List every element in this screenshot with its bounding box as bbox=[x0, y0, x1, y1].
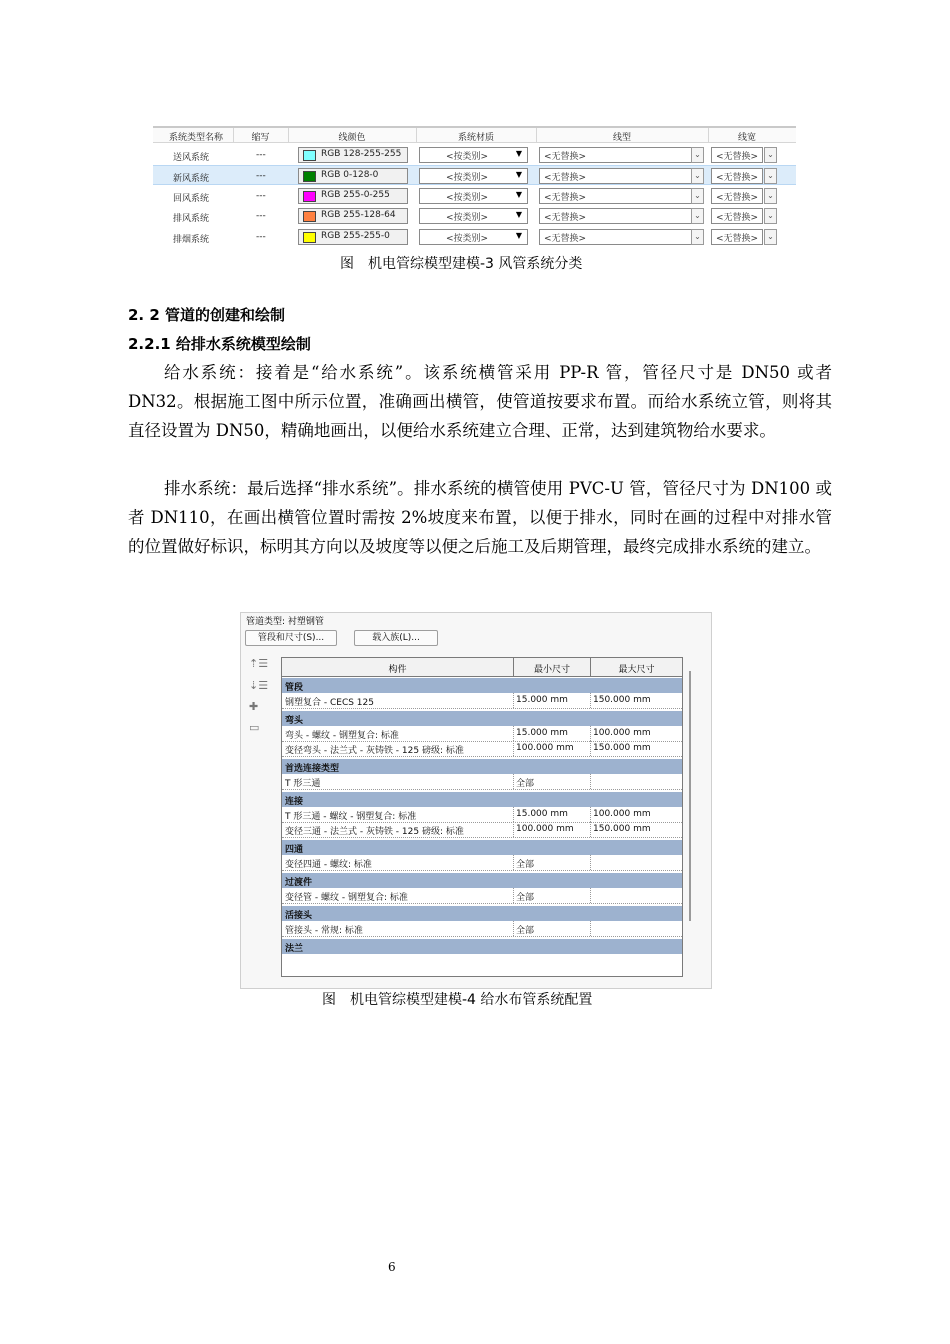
table-row[interactable] bbox=[153, 165, 796, 185]
table-header bbox=[282, 658, 682, 677]
scrollbar[interactable] bbox=[689, 671, 691, 921]
rgb-value: RGB 255-255-0 bbox=[321, 231, 390, 241]
component-cell: 钢塑复合 - CECS 125 bbox=[285, 698, 374, 708]
material-value: <按类别> bbox=[446, 193, 489, 203]
material-select[interactable] bbox=[419, 147, 528, 163]
chevron-down-icon[interactable]: ⌄ bbox=[691, 229, 704, 245]
remove-icon[interactable]: ▭ bbox=[249, 721, 260, 734]
rgb-value: RGB 255-0-255 bbox=[321, 190, 390, 200]
line-color-button[interactable] bbox=[298, 147, 408, 163]
routing-preferences-table bbox=[281, 657, 683, 977]
header-line-type: 线型 bbox=[612, 133, 631, 143]
group-label: 首选连接类型 bbox=[285, 764, 340, 774]
min-size-cell[interactable]: 全部 bbox=[516, 926, 535, 936]
group-row[interactable] bbox=[282, 792, 682, 807]
chevron-down-icon[interactable]: ⌄ bbox=[764, 208, 777, 224]
min-size-cell[interactable]: 100.000 mm bbox=[516, 743, 574, 753]
header-max-size: 最大尺寸 bbox=[618, 665, 655, 675]
component-cell: 变径弯头 - 法兰式 - 灰铸铁 - 125 磅级: 标准 bbox=[285, 746, 464, 756]
material-value: <按类别> bbox=[446, 213, 489, 223]
system-name: 排风系统 bbox=[173, 214, 210, 224]
pipe-type-label: 管道类型: 衬塑钢管 bbox=[246, 617, 324, 627]
line-type-value: <无替换> bbox=[544, 213, 587, 223]
group-row[interactable] bbox=[282, 759, 682, 774]
line-width-value: <无替换> bbox=[716, 152, 759, 162]
material-select[interactable] bbox=[419, 208, 528, 224]
line-width-select[interactable] bbox=[711, 147, 763, 163]
min-size-cell[interactable]: 全部 bbox=[516, 779, 535, 789]
line-color-button[interactable] bbox=[298, 208, 408, 224]
group-row[interactable] bbox=[282, 906, 682, 921]
line-type-value: <无替换> bbox=[544, 193, 587, 203]
group-label: 连接 bbox=[285, 797, 304, 807]
rgb-value: RGB 0-128-0 bbox=[321, 170, 379, 180]
group-row[interactable] bbox=[282, 678, 682, 693]
page-number: 6 bbox=[388, 1260, 396, 1274]
dropdown-arrow-icon: ▼ bbox=[515, 210, 522, 219]
line-type-select[interactable] bbox=[539, 188, 704, 204]
chevron-down-icon[interactable]: ⌄ bbox=[691, 188, 704, 204]
line-type-value: <无替换> bbox=[544, 234, 587, 244]
line-color-button[interactable] bbox=[298, 168, 408, 184]
figure-caption-4: 图 机电管综模型建模-4 给水布管系统配置 bbox=[322, 992, 593, 1008]
group-row[interactable] bbox=[282, 939, 682, 954]
system-types-table bbox=[153, 126, 798, 246]
table-row[interactable] bbox=[282, 888, 682, 904]
group-label: 过渡件 bbox=[285, 878, 313, 888]
header-line-color: 线颜色 bbox=[338, 133, 366, 143]
header-system-name: 系统类型名称 bbox=[168, 133, 223, 143]
group-label: 法兰 bbox=[285, 944, 304, 954]
line-type-select[interactable] bbox=[539, 229, 704, 245]
header-material: 系统材质 bbox=[457, 133, 494, 143]
min-size-cell[interactable]: 15.000 mm bbox=[516, 695, 568, 705]
header-min-size: 最小尺寸 bbox=[533, 665, 570, 675]
group-row[interactable] bbox=[282, 840, 682, 855]
material-value: <按类别> bbox=[446, 152, 489, 162]
add-icon[interactable]: ✚ bbox=[249, 700, 259, 713]
rgb-value: RGB 128-255-255 bbox=[321, 149, 402, 159]
component-cell: 变径三通 - 法兰式 - 灰铸铁 - 125 磅级: 标准 bbox=[285, 827, 464, 837]
line-width-value: <无替换> bbox=[716, 213, 759, 223]
load-family-button[interactable]: 载入族(L)... bbox=[354, 630, 438, 646]
max-size-cell[interactable]: 150.000 mm bbox=[593, 695, 651, 705]
table-row[interactable] bbox=[153, 227, 796, 247]
color-swatch bbox=[303, 211, 316, 222]
max-size-cell[interactable]: 150.000 mm bbox=[593, 743, 651, 753]
line-color-button[interactable] bbox=[298, 229, 408, 245]
table-header bbox=[153, 126, 796, 143]
line-type-select[interactable] bbox=[539, 147, 704, 163]
chevron-down-icon[interactable]: ⌄ bbox=[691, 208, 704, 224]
group-row[interactable] bbox=[282, 873, 682, 888]
table-row[interactable] bbox=[282, 741, 682, 757]
color-swatch bbox=[303, 150, 316, 161]
component-cell: 弯头 - 螺纹 - 钢塑复合: 标准 bbox=[285, 731, 399, 741]
group-label: 活接头 bbox=[285, 911, 313, 921]
figure-caption: 图 机电管综模型建模-3 风管系统分类 bbox=[340, 256, 583, 272]
line-color-button[interactable] bbox=[298, 188, 408, 204]
table-row[interactable] bbox=[282, 921, 682, 937]
chevron-down-icon[interactable]: ⌄ bbox=[764, 147, 777, 163]
paragraph-water-supply: 给水系统：接着是“给水系统”。该系统横管采用 PP-R 管，管径尺寸是 DN50 或者 DN32。根据施工图中所示位置，准确画出横管，使管道按要求布置。而给水系统立管，则将其直径设置为 DN50，精确地画出，以便给水系统建立合理、正常，达到建筑物给水要求。 bbox=[128, 363, 832, 440]
chevron-down-icon[interactable]: ⌄ bbox=[691, 168, 704, 184]
move-down-icon[interactable]: ⇣☰ bbox=[249, 679, 269, 692]
section-heading: 2. 2 管道的创建和绘制 bbox=[128, 306, 286, 324]
group-row[interactable] bbox=[282, 711, 682, 726]
dropdown-arrow-icon: ▼ bbox=[515, 149, 522, 158]
abbreviation: --- bbox=[256, 171, 266, 181]
table-row[interactable] bbox=[282, 774, 682, 790]
component-cell: T 形三通 bbox=[285, 779, 321, 789]
min-size-cell[interactable]: 全部 bbox=[516, 893, 535, 903]
chevron-down-icon[interactable]: ⌄ bbox=[764, 188, 777, 204]
dropdown-arrow-icon: ▼ bbox=[515, 170, 522, 179]
chevron-down-icon[interactable]: ⌄ bbox=[764, 229, 777, 245]
color-swatch bbox=[303, 191, 316, 202]
material-value: <按类别> bbox=[446, 234, 489, 244]
segments-and-sizes-button[interactable]: 管段和尺寸(S)... bbox=[245, 630, 337, 646]
max-size-cell[interactable]: 100.000 mm bbox=[593, 728, 651, 738]
material-select[interactable] bbox=[419, 229, 528, 245]
dropdown-arrow-icon: ▼ bbox=[515, 231, 522, 240]
material-select[interactable] bbox=[419, 188, 528, 204]
table-row[interactable] bbox=[153, 145, 796, 165]
table-row[interactable] bbox=[282, 822, 682, 838]
paragraph-drainage: 排水系统：最后选择“排水系统”。排水系统的横管使用 PVC-U 管，管径尺寸为 DN100 或者 DN110，在画出横管位置时需按 2%坡度来布置，以便于排水，同时在画的过程中对排水管的位置做好标识，标明其方向以及坡度等以便之后施工及后期管理，最终完成排水系统的建立。 bbox=[128, 479, 832, 556]
material-value: <按类别> bbox=[446, 173, 489, 183]
rgb-value: RGB 255-128-64 bbox=[321, 210, 396, 220]
table-row[interactable] bbox=[153, 186, 796, 206]
color-swatch bbox=[303, 171, 316, 182]
table-row[interactable] bbox=[282, 726, 682, 742]
group-label: 管段 bbox=[285, 683, 304, 693]
chevron-down-icon[interactable]: ⌄ bbox=[764, 168, 777, 184]
header-abbr: 缩写 bbox=[251, 133, 270, 143]
table-row[interactable] bbox=[282, 693, 682, 709]
line-type-value: <无替换> bbox=[544, 152, 587, 162]
chevron-down-icon[interactable]: ⌄ bbox=[691, 147, 704, 163]
color-swatch bbox=[303, 232, 316, 243]
line-type-select[interactable] bbox=[539, 168, 704, 184]
component-cell: 变径四通 - 螺纹: 标准 bbox=[285, 860, 372, 870]
line-width-select[interactable] bbox=[711, 188, 763, 204]
header-component: 构件 bbox=[388, 665, 407, 675]
line-width-select[interactable] bbox=[711, 168, 763, 184]
line-width-value: <无替换> bbox=[716, 193, 759, 203]
min-size-cell[interactable]: 100.000 mm bbox=[516, 824, 574, 834]
abbreviation: --- bbox=[256, 191, 266, 201]
table-row[interactable] bbox=[282, 807, 682, 823]
min-size-cell[interactable]: 全部 bbox=[516, 860, 535, 870]
table-row[interactable] bbox=[282, 855, 682, 871]
line-width-select[interactable] bbox=[711, 208, 763, 224]
group-label: 四通 bbox=[285, 845, 304, 855]
abbreviation: --- bbox=[256, 232, 266, 242]
system-name: 送风系统 bbox=[173, 153, 210, 163]
component-cell: 管接头 - 常规: 标准 bbox=[285, 926, 363, 936]
min-size-cell[interactable]: 15.000 mm bbox=[516, 809, 568, 819]
line-width-select[interactable] bbox=[711, 229, 763, 245]
max-size-cell[interactable]: 150.000 mm bbox=[593, 824, 651, 834]
line-type-value: <无替换> bbox=[544, 173, 587, 183]
line-width-value: <无替换> bbox=[716, 173, 759, 183]
table-row[interactable] bbox=[153, 206, 796, 226]
pipe-config-panel bbox=[240, 612, 712, 989]
system-name: 新风系统 bbox=[173, 174, 210, 184]
header-line-width: 线宽 bbox=[737, 133, 756, 143]
max-size-cell[interactable]: 100.000 mm bbox=[593, 809, 651, 819]
component-cell: T 形三通 - 螺纹 - 钢塑复合: 标准 bbox=[285, 812, 417, 822]
abbreviation: --- bbox=[256, 211, 266, 221]
line-width-value: <无替换> bbox=[716, 234, 759, 244]
system-name: 回风系统 bbox=[173, 194, 210, 204]
abbreviation: --- bbox=[256, 150, 266, 160]
group-label: 弯头 bbox=[285, 716, 304, 726]
component-cell: 变径管 - 螺纹 - 钢塑复合: 标准 bbox=[285, 893, 408, 903]
material-select[interactable] bbox=[419, 168, 528, 184]
line-type-select[interactable] bbox=[539, 208, 704, 224]
system-name: 排烟系统 bbox=[173, 235, 210, 245]
dropdown-arrow-icon: ▼ bbox=[515, 190, 522, 199]
move-up-icon[interactable]: ⇡☰ bbox=[249, 657, 269, 670]
subsection-heading: 2.2.1 给排水系统模型绘制 bbox=[128, 335, 311, 353]
min-size-cell[interactable]: 15.000 mm bbox=[516, 728, 568, 738]
